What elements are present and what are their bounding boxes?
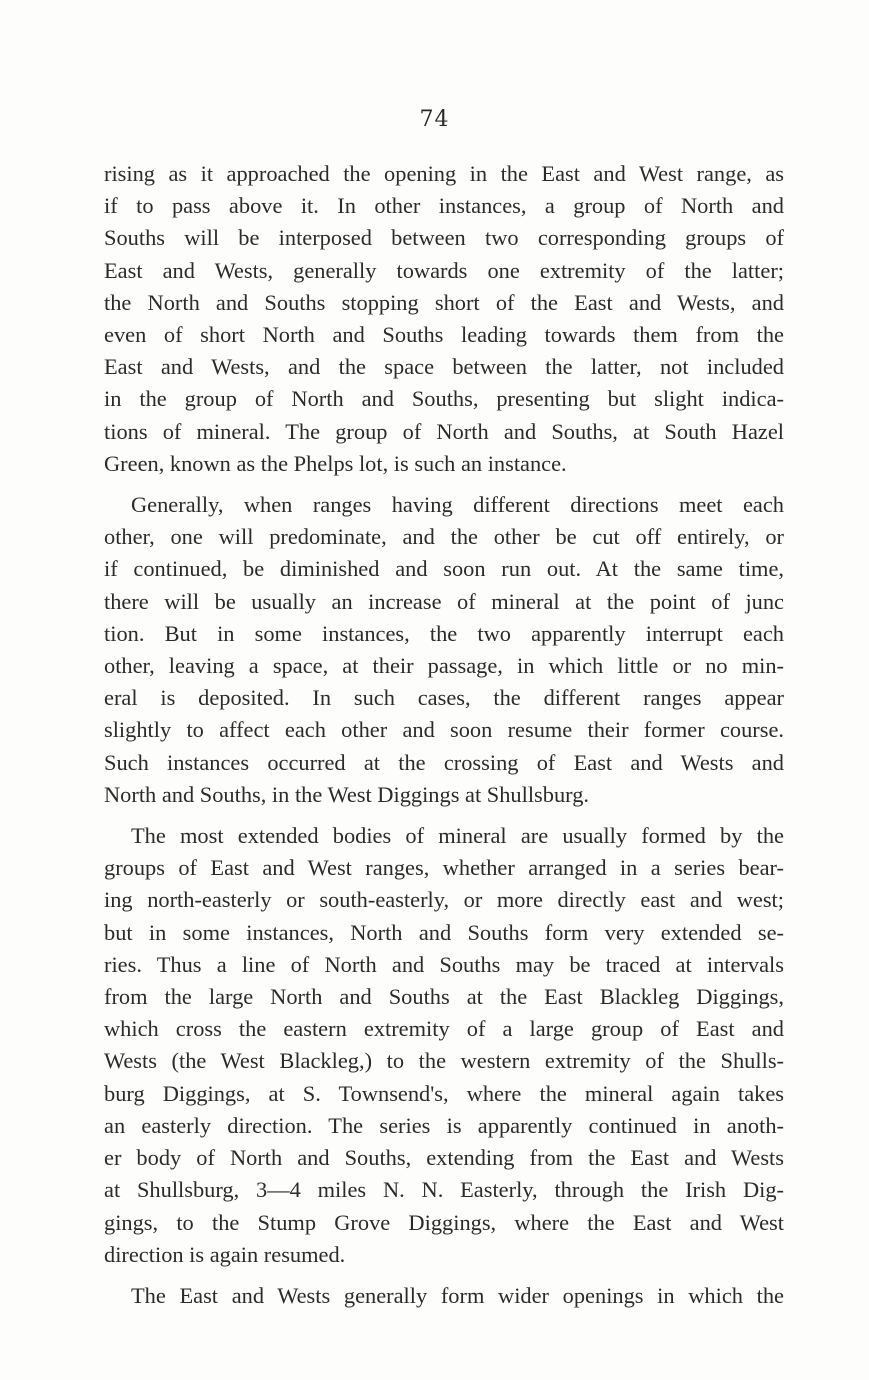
text-line: East and Wests, and the space between the latter, not included [104, 354, 784, 380]
text-line: rising as it approached the opening in the East and West range, as [104, 161, 784, 186]
text-line: Wests (the West Blackleg,) to the western extremity of the Shulls- [104, 1048, 784, 1074]
text-line: even of short North and Souths leading towards them from the [104, 322, 784, 348]
text-line: Souths will be interposed between two corresponding groups of [104, 225, 784, 251]
paragraph-3 [104, 820, 784, 1271]
text-line: North and Souths, in the West Diggings at Shullsburg. [104, 781, 589, 807]
text-line: Green, known as the Phelps lot, is such an instance. [104, 450, 567, 476]
text-line: there will be usually an increase of mineral at the point of junc [104, 588, 784, 614]
page-number: 74 [419, 107, 450, 132]
text-line: The East and Wests generally form wider openings in which the [131, 1282, 784, 1308]
text-line: but in some instances, North and Souths form very extended se- [104, 919, 784, 945]
text-line: Generally, when ranges having different directions meet each [131, 492, 784, 518]
text-line: er body of North and Souths, extending from the East and Wests [104, 1145, 784, 1171]
text-line: groups of East and West ranges, whether arranged in a series bear- [104, 855, 784, 881]
text-line: ries. Thus a line of North and Souths may be traced at intervals [104, 951, 784, 977]
text-line: from the large North and Souths at the East Blackleg Diggings, [104, 984, 784, 1010]
text-line: tions of mineral. The group of North and Souths, at South Hazel [104, 418, 784, 444]
text-line: other, one will predominate, and the other be cut off entirely, or [104, 524, 784, 550]
text-line: East and Wests, generally towards one extremity of the latter; [104, 257, 784, 283]
text-line: if to pass above it. In other instances, a group of North and [104, 193, 784, 219]
text-line: gings, to the Stump Grove Diggings, where the East and West [104, 1209, 784, 1235]
text-line: ing north-easterly or south-easterly, or more directly east and west; [104, 887, 784, 913]
text-line: slightly to affect each other and soon resume their former course. [104, 717, 784, 743]
paragraph-1 [104, 158, 784, 480]
text-line: The most extended bodies of mineral are usually formed by the [131, 823, 784, 849]
text-line: eral is deposited. In such cases, the different ranges appear [104, 685, 784, 711]
text-line: direction is again resumed. [104, 1241, 346, 1267]
paragraph-4 [104, 1280, 784, 1312]
text-line: tion. But in some instances, the two apparently interrupt each [104, 620, 784, 646]
text-line: the North and Souths stopping short of the East and Wests, and [104, 289, 784, 315]
text-line: in the group of North and Souths, presenting but slight indica- [104, 386, 784, 412]
text-line: an easterly direction. The series is apparently continued in anoth- [104, 1112, 784, 1138]
text-line: if continued, be diminished and soon run out. At the same time, [104, 556, 784, 582]
body-text [104, 158, 784, 1321]
text-line: other, leaving a space, at their passage, in which little or no min- [104, 653, 784, 679]
text-line: which cross the eastern extremity of a large group of East and [104, 1016, 784, 1042]
text-line: burg Diggings, at S. Townsend's, where the mineral again takes [104, 1080, 784, 1106]
text-line: Such instances occurred at the crossing of East and Wests and [104, 749, 784, 775]
paragraph-2 [104, 489, 784, 811]
text-line: at Shullsburg, 3—4 miles N. N. Easterly, through the Irish Dig- [104, 1177, 784, 1203]
